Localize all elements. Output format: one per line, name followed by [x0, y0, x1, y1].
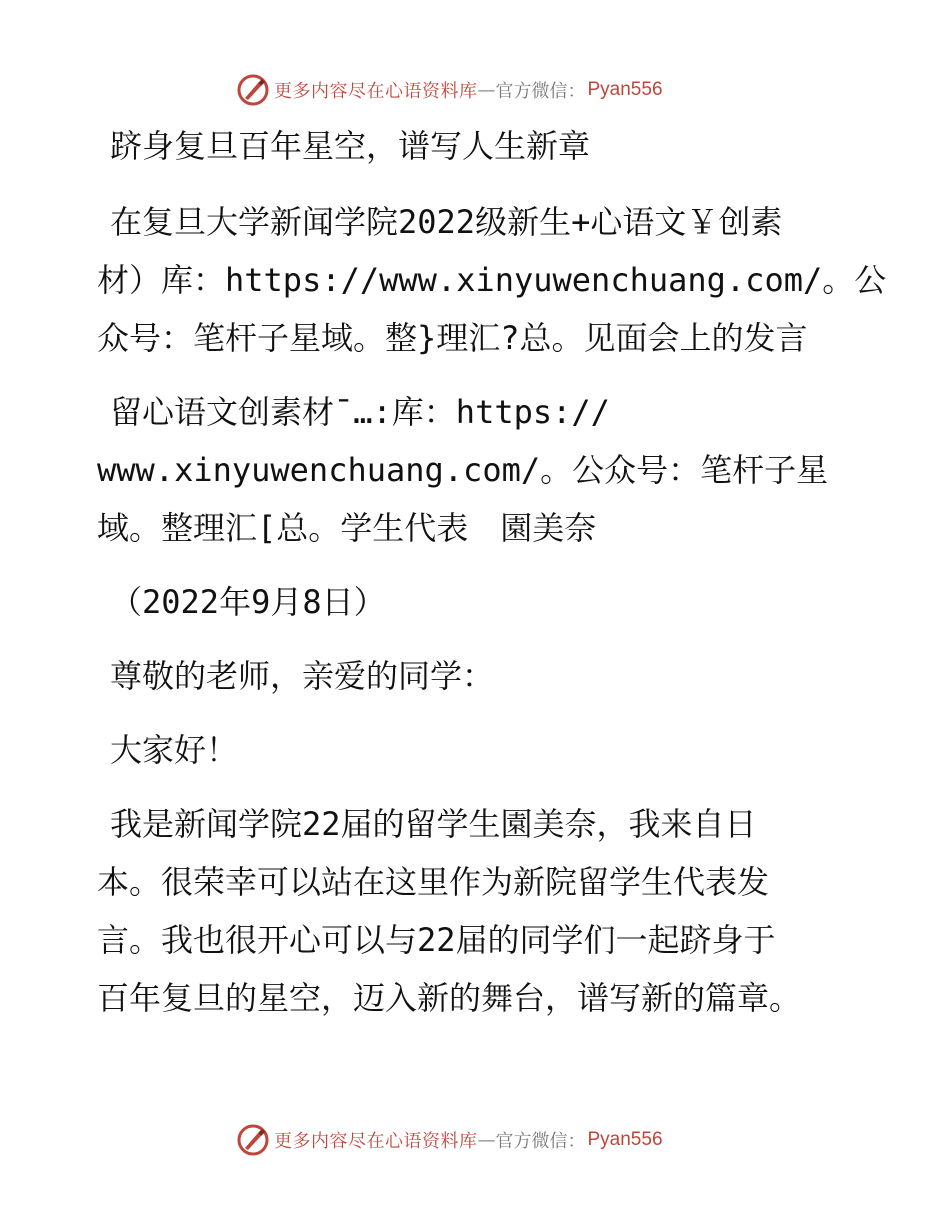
header-watermark	[236, 72, 663, 108]
speech-date: （2022年9月8日）	[110, 583, 386, 621]
pen-logo-icon	[236, 1123, 270, 1157]
pen-logo-icon	[236, 73, 270, 107]
header-watermark-separator: —	[477, 79, 496, 101]
intro-line-3: 众号：笔杆子星域。整}理汇?总。见面会上的发言	[97, 319, 808, 357]
footer-wechat-id: Pyan556	[587, 1129, 663, 1150]
speaker-line-3: 域。整理汇[总。学生代表 園美奈	[97, 509, 597, 547]
footer-wechat-label: 官方微信：	[495, 1131, 586, 1152]
footer-watermark-text: 更多内容尽在心语资料库	[274, 1131, 478, 1152]
speaker-line-2: www.xinyuwenchuang.com/。公众号：笔杆子星	[97, 451, 829, 489]
header-wechat-label: 官方微信：	[495, 81, 586, 102]
intro-line-1: 在复旦大学新闻学院2022级新生+心语文￥创素	[110, 203, 783, 241]
speaker-line-1: 留心语文创素材¯…:库：https://	[110, 393, 610, 431]
header-wechat-id: Pyan556	[587, 79, 663, 100]
header-watermark-text: 更多内容尽在心语资料库	[274, 81, 478, 102]
greeting: 大家好！	[110, 731, 239, 769]
footer-watermark-separator: —	[477, 1129, 496, 1151]
salutation: 尊敬的老师，亲爱的同学：	[110, 657, 495, 695]
footer-watermark	[236, 1122, 663, 1158]
body-line-1: 我是新闻学院22届的留学生園美奈，我来自日	[110, 805, 757, 843]
body-line-3: 言。我也很开心可以与22届的同学们一起跻身于	[97, 921, 776, 959]
body-line-4: 百年复旦的星空，迈入新的舞台，谱写新的篇章。	[97, 979, 802, 1017]
document-title: 跻身复旦百年星空，谱写人生新章	[110, 127, 591, 165]
body-line-2: 本。很荣幸可以站在这里作为新院留学生代表发	[97, 863, 770, 901]
intro-line-2: 材）库：https://www.xinyuwenchuang.com/。公	[97, 261, 887, 299]
